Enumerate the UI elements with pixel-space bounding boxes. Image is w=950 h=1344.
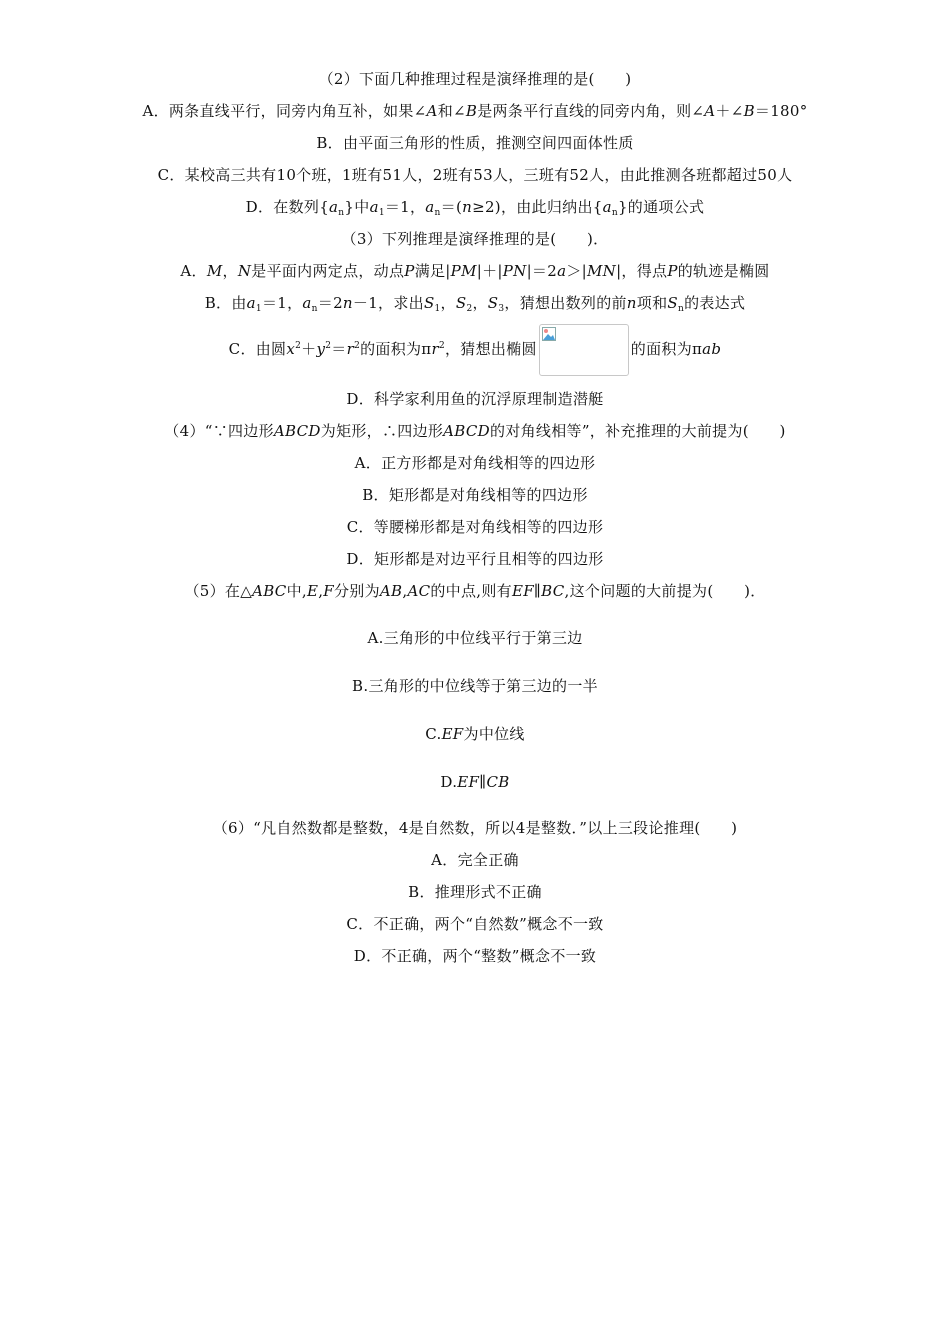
q5-option-a: A.三角形的中位线平行于第三边 bbox=[367, 629, 583, 647]
q2-option-d: D．在数列$\{a_n\}$中$a_1=1$，$a_n=(n\ge 2)$，由此归纳出$\{a_n\}$的通项公式 bbox=[245, 198, 705, 218]
q4-option-c: C．等腰梯形都是对角线相等的四边形 bbox=[346, 518, 604, 536]
q4-stem: （4）“∵四边形ABCD为矩形，∴四边形ABCD的对角线相等”，补充推理的大前提为( ) bbox=[164, 422, 786, 440]
q5-option-c: C.EF为中位线 bbox=[425, 725, 525, 743]
q4-option-a: A．正方形都是对角线相等的四边形 bbox=[354, 454, 596, 472]
q3-option-c: C．由圆$x^2+y^2=r^2$的面积为$\pi r^2$，猜想出椭圆 的面积为πab bbox=[0, 323, 950, 376]
q2-option-c: C．某校高三共有10个班，1班有51人，2班有53人，三班有52人，由此推测各班都超过50人 bbox=[157, 166, 793, 184]
q6-option-d: D．不正确，两个“整数”概念不一致 bbox=[353, 947, 597, 965]
q2-stem: （2）下面几种推理过程是演绎推理的是( ) bbox=[318, 70, 632, 88]
q6-option-a: A．完全正确 bbox=[431, 851, 519, 869]
q2-option-b: B．由平面三角形的性质，推测空间四面体性质 bbox=[316, 134, 634, 152]
q3-option-d: D．科学家利用鱼的沉浮原理制造潜艇 bbox=[346, 390, 604, 408]
q3-option-a: A．M，N是平面内两定点，动点P满足|PM|＋|PN|＝2a＞|MN|，得点P的轨迹是椭圆 bbox=[180, 262, 770, 280]
q3-option-b: B．由$a_1=1$，$a_n=2n-1$，求出$S_1$，$S_2$，$S_3$，猜想出数列的前n项和$S_n$的表达式 bbox=[204, 294, 746, 314]
broken-image-placeholder bbox=[539, 324, 629, 376]
q6-stem: （6）“凡自然数都是整数，4是自然数，所以4是整数．”以上三段论推理( ) bbox=[212, 819, 738, 837]
image-icon bbox=[542, 327, 556, 341]
q5-option-b: B.三角形的中位线等于第三边的一半 bbox=[352, 677, 598, 695]
q6-option-c: C．不正确，两个“自然数”概念不一致 bbox=[346, 915, 604, 933]
q3-stem: （3）下列推理是演绎推理的是( )． bbox=[341, 230, 609, 248]
q6-option-b: B．推理形式不正确 bbox=[408, 883, 542, 901]
q4-option-d: D．矩形都是对边平行且相等的四边形 bbox=[346, 550, 604, 568]
q5-stem: （5）在△ABC中,E,F分别为AB,AC的中点,则有EF∥BC,这个问题的大前提为( )． bbox=[184, 582, 766, 600]
q5-option-d: D.EF∥CB bbox=[440, 773, 510, 791]
q4-option-b: B．矩形都是对角线相等的四边形 bbox=[362, 486, 588, 504]
q2-option-a: A．两条直线平行，同旁内角互补，如果∠A和∠B是两条平行直线的同旁内角，则∠A＋∠B＝180° bbox=[142, 102, 808, 120]
